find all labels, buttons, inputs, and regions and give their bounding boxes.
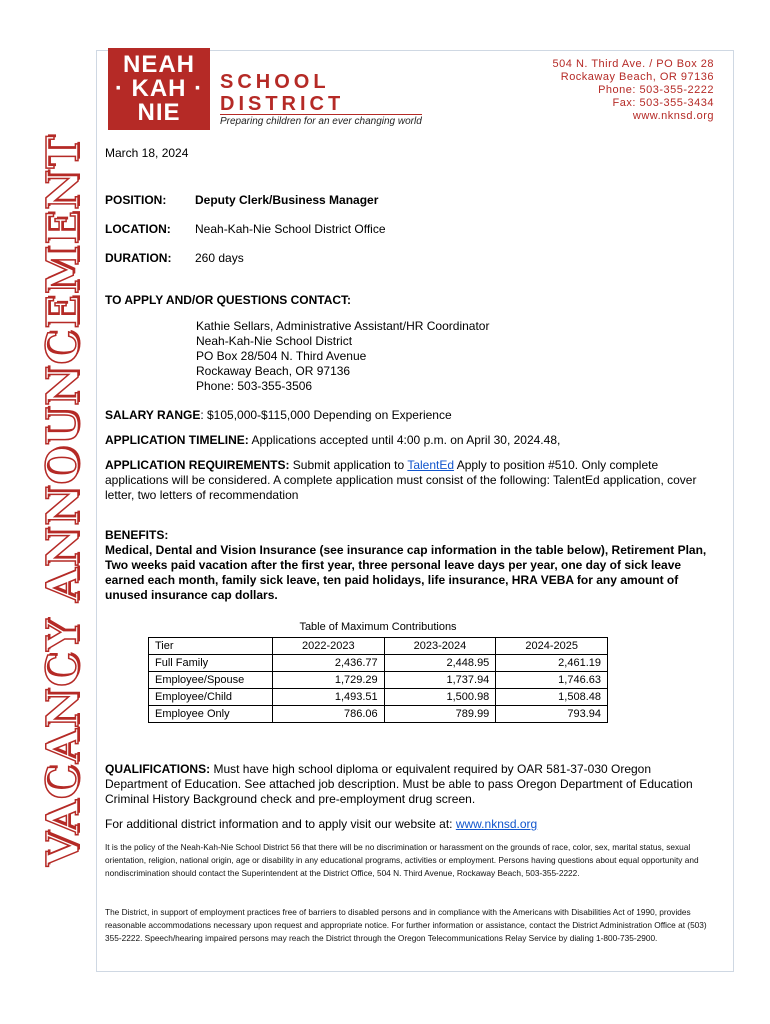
benefits-heading: BENEFITS: [105, 528, 169, 542]
document-frame [96, 50, 734, 972]
duration-label: DURATION: [105, 251, 172, 265]
contact-line: PO Box 28/504 N. Third Avenue [196, 349, 367, 363]
table-cell: 789.99 [384, 706, 496, 723]
website-text: For additional district information and to apply visit our website at: [105, 817, 456, 831]
duration-row [105, 251, 244, 265]
announcement-date: March 18, 2024 [105, 146, 189, 160]
table-header: Tier [149, 638, 273, 655]
qualifications-text: Must have high school diploma or equivalent required by OAR 581-37-030 Oregon Department of Education. See attached job description. Must be able to pass Oregon Department of Education Criminal History Background check and pre-employment drug screen. [105, 762, 693, 806]
table-row [149, 689, 608, 706]
location-label: LOCATION: [105, 222, 171, 236]
table-row [149, 655, 608, 672]
table-cell: Employee/Child [149, 689, 273, 706]
logo-line-3: NIE [137, 99, 181, 126]
qualifications [105, 762, 713, 807]
address-phone: Phone: 503-355-2222 [598, 84, 714, 96]
table-cell: 1,508.48 [496, 689, 608, 706]
logo-tagline: Preparing children for an ever changing world [220, 116, 422, 127]
vacancy-banner [40, 60, 88, 940]
website-line [105, 817, 713, 832]
table-cell: 1,737.94 [384, 672, 496, 689]
district-logo [108, 48, 210, 130]
table-title: Table of Maximum Contributions [299, 621, 457, 633]
address-line-2: Rockaway Beach, OR 97136 [560, 71, 714, 83]
position-label: POSITION: [105, 193, 167, 207]
application-requirements [105, 458, 713, 503]
table-header: 2022-2023 [273, 638, 385, 655]
requirements-label: APPLICATION REQUIREMENTS: [105, 458, 290, 472]
benefits-text: Medical, Dental and Vision Insurance (see insurance cap information in the table below), Retirement Plan, Two weeks paid vacation after the first year, three personal leave days per year, one day of sick leave earned each month, family sick leave, ten paid holidays, life insurance, HRA VEBA for any amount of unused insurance cap dollars. [105, 543, 707, 602]
table-cell: 786.06 [273, 706, 385, 723]
contact-line: Rockaway Beach, OR 97136 [196, 364, 351, 378]
table-cell: 2,461.19 [496, 655, 608, 672]
table-cell: 1,746.63 [496, 672, 608, 689]
table-cell: Employee Only [149, 706, 273, 723]
website-link[interactable]: www.nknsd.org [455, 817, 538, 831]
table-header: 2023-2024 [384, 638, 496, 655]
table-cell: 1,500.98 [384, 689, 496, 706]
table-cell: 1,729.29 [273, 672, 385, 689]
location-row [105, 222, 386, 236]
logo-district-text: DISTRICT [220, 93, 345, 115]
requirements-pre: Submit application to [289, 458, 408, 472]
table-row [149, 706, 608, 723]
salary-value: : $105,000-$115,000 Depending on Experience [200, 408, 452, 422]
address-line-1: 504 N. Third Ave. / PO Box 28 [552, 58, 714, 70]
salary-label: SALARY RANGE [105, 408, 201, 422]
talented-link[interactable]: TalentEd [407, 458, 455, 472]
contact-line: Phone: 503-355-3506 [196, 379, 313, 393]
table-cell: 1,493.51 [273, 689, 385, 706]
salary-range [105, 408, 713, 423]
application-timeline [105, 433, 713, 448]
requirements-post: Apply to position #510. Only complete applications will be considered. A complete application must consist of the following: TalentEd application, cover letter, two letters of recommendation [105, 458, 697, 502]
contact-line: Kathie Sellars, Administrative Assistant/HR Coordinator [196, 319, 490, 333]
nondiscrimination-policy: It is the policy of the Neah-Kah-Nie School District 56 that there will be no discrimination or harassment on the grounds of race, color, sex, marital status, sexual orientation, religion, national origin, age or disability in any educational programs, activities or employment. Persons having questions about equal opportunity and nondiscrimination should contact the Superintendent at the District Office, 504 N. Third Avenue, Rockaway Beach, 503-355-2222. [105, 842, 699, 878]
table-cell: 2,448.95 [384, 655, 496, 672]
logo-school-text: SCHOOL [220, 71, 330, 93]
address-fax: Fax: 503-355-3434 [612, 97, 714, 109]
contact-info [196, 319, 489, 394]
contact-heading: TO APPLY AND/OR QUESTIONS CONTACT: [105, 293, 352, 307]
duration-value: 260 days [195, 251, 244, 265]
timeline-value: Applications accepted until 4:00 p.m. on April 30, 2024.48, [248, 433, 561, 447]
qualifications-label: QUALIFICATIONS: [105, 762, 211, 776]
table-cell: Employee/Spouse [149, 672, 273, 689]
contact-line: Neah-Kah-Nie School District [196, 334, 353, 348]
table-cell: Full Family [149, 655, 273, 672]
address-web[interactable]: www.nknsd.org [632, 110, 714, 122]
table-header-row [149, 638, 608, 655]
logo-line-1: NEAH [122, 51, 195, 78]
district-address [553, 58, 714, 123]
location-value: Neah-Kah-Nie School District Office [195, 222, 386, 236]
vacancy-banner-text: VACANCY ANNOUNCEMENT [38, 134, 90, 866]
table-cell: 793.94 [496, 706, 608, 723]
timeline-label: APPLICATION TIMELINE: [105, 433, 249, 447]
table-cell: 2,436.77 [273, 655, 385, 672]
position-value: Deputy Clerk/Business Manager [195, 193, 379, 207]
table-header: 2024-2025 [496, 638, 608, 655]
logo-line-2: · KAH · [114, 75, 204, 102]
ada-statement: The District, in support of employment practices free of barriers to disabled persons and in compliance with the Americans with Disabilities Act of 1990, provides reasonable accommodations necessary upon request and appropriate notice. For further information or assistance, contact the District Administration Office at (503) 355-2222. Speech/hearing impaired persons may reach the District through the Oregon Telecommunications Relay Service by dialing 1-800-735-2900. [105, 907, 707, 943]
contributions-table [148, 637, 608, 723]
table-row [149, 672, 608, 689]
position-row [105, 193, 378, 207]
